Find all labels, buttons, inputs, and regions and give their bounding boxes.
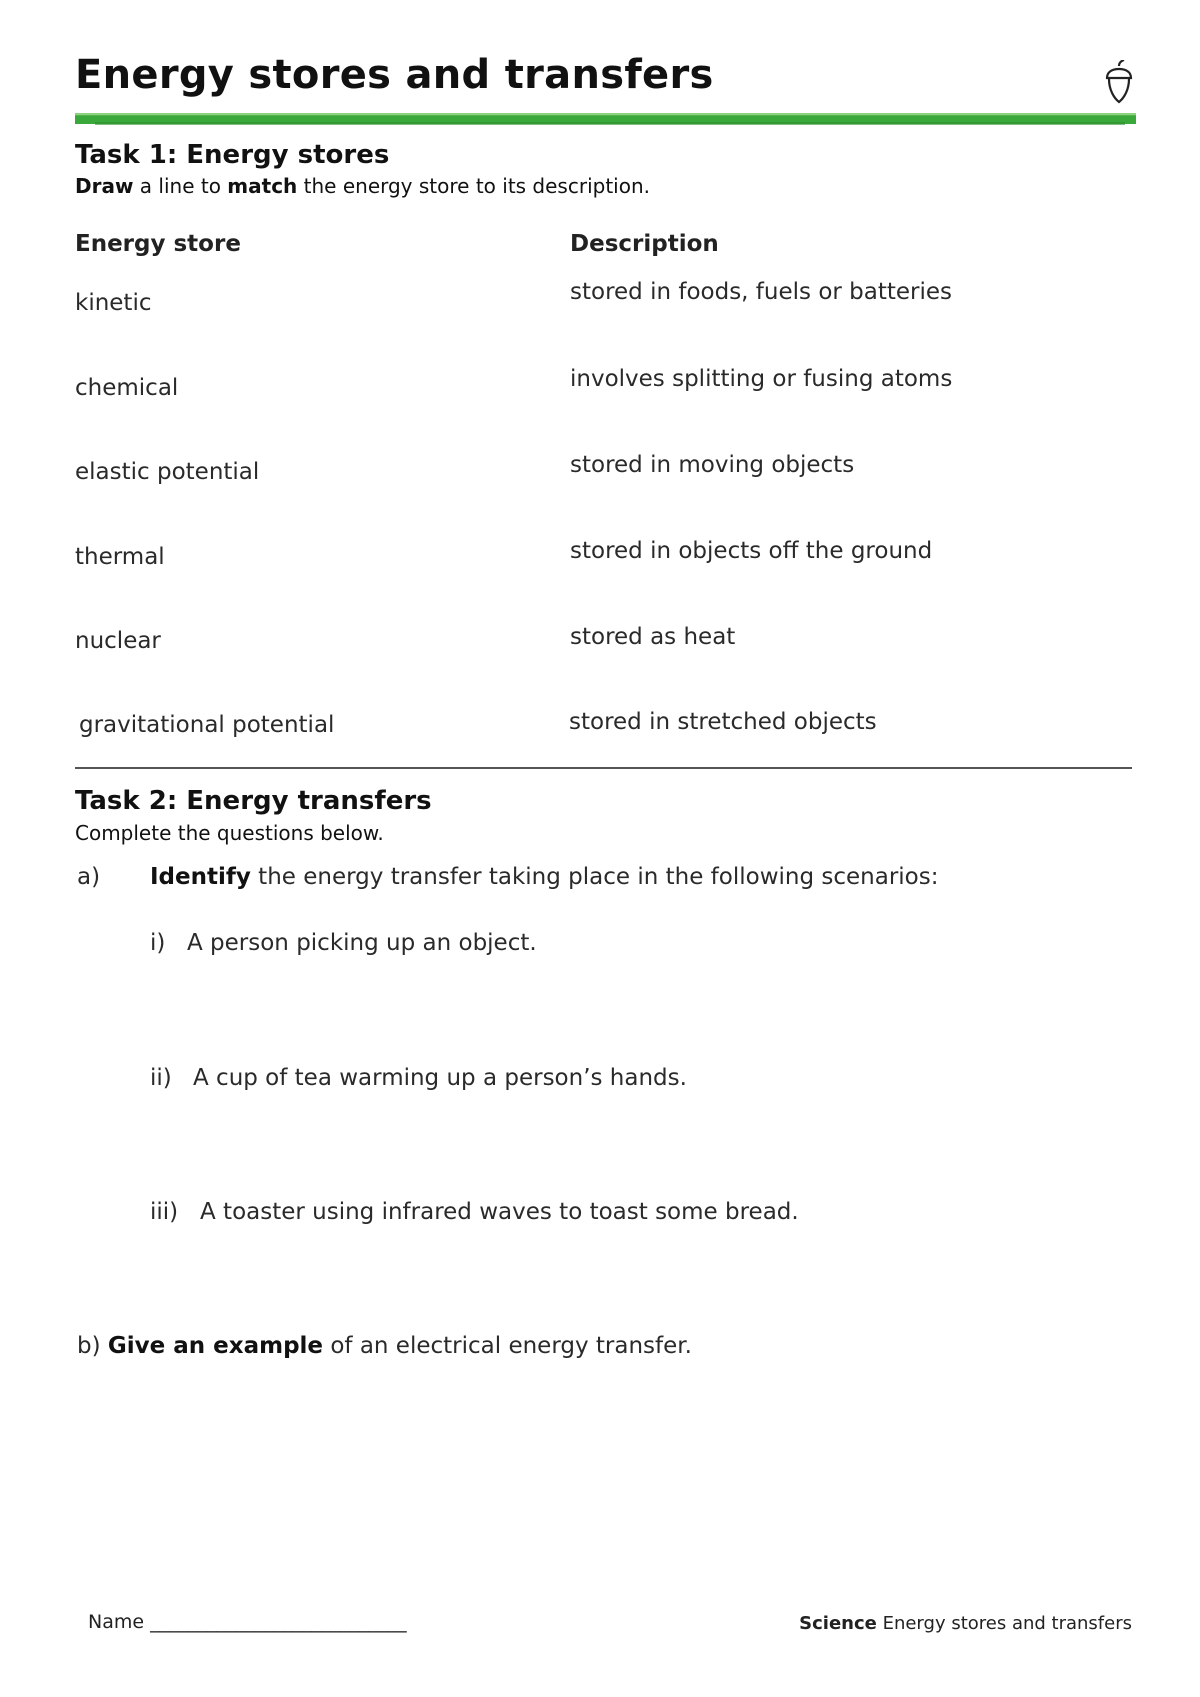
footer-topic: Energy stores and transfers — [876, 1613, 1132, 1634]
name-field[interactable]: Name ___________________________ — [88, 1611, 407, 1633]
section-divider — [75, 767, 1132, 769]
subquestion-iii-label: iii) — [150, 1199, 179, 1225]
question-b-label: b) — [77, 1333, 101, 1359]
instruction-keyword-draw: Draw — [75, 174, 134, 198]
question-a-text: Identify the energy transfer taking place in the following scenarios: — [150, 864, 939, 890]
page-title: Energy stores and transfers — [75, 52, 714, 98]
description-item[interactable]: stored as heat — [570, 624, 736, 650]
task2-instruction: Complete the questions below. — [75, 821, 384, 845]
subquestion-iii-text: A toaster using infrared waves to toast some bread. — [200, 1199, 799, 1225]
energy-store-item[interactable]: kinetic — [75, 290, 152, 316]
footer-subject — [799, 1613, 1132, 1634]
description-item[interactable]: involves splitting or fusing atoms — [570, 366, 953, 392]
question-b-text: b) Give an example of an electrical energy transfer. — [77, 1333, 692, 1359]
subquestion-ii-text: A cup of tea warming up a person’s hands. — [193, 1065, 687, 1091]
question-a-label: a) — [77, 864, 101, 890]
subquestion-ii-label: ii) — [150, 1065, 172, 1091]
task2-heading: Task 2: Energy transfers — [75, 786, 432, 816]
footer-subject-label: Science — [799, 1613, 877, 1634]
task1-instruction: Draw a line to match the energy store to its description. — [75, 174, 650, 198]
energy-store-item[interactable]: chemical — [75, 375, 179, 401]
instruction-keyword-match: match — [227, 174, 298, 198]
energy-store-item[interactable]: nuclear — [75, 628, 161, 654]
description-item[interactable]: stored in foods, fuels or batteries — [570, 279, 953, 305]
question-b-keyword: Give an example — [107, 1333, 324, 1359]
description-item[interactable]: stored in stretched objects — [569, 709, 877, 735]
column-header-description: Description — [570, 231, 719, 257]
description-item[interactable]: stored in objects off the ground — [570, 538, 933, 564]
energy-store-item[interactable]: elastic potential — [75, 459, 260, 485]
subquestion-i-label: i) — [150, 930, 166, 956]
title-underline-stripe — [75, 112, 1136, 126]
acorn-logo-icon — [1102, 60, 1136, 104]
energy-store-item[interactable]: thermal — [75, 544, 165, 570]
energy-store-item[interactable]: gravitational potential — [79, 712, 335, 738]
task1-heading: Task 1: Energy stores — [75, 140, 390, 170]
column-header-energy-store: Energy store — [75, 231, 241, 257]
question-a-keyword: Identify — [150, 864, 251, 890]
description-item[interactable]: stored in moving objects — [570, 452, 855, 478]
subquestion-i-text: A person picking up an object. — [187, 930, 537, 956]
